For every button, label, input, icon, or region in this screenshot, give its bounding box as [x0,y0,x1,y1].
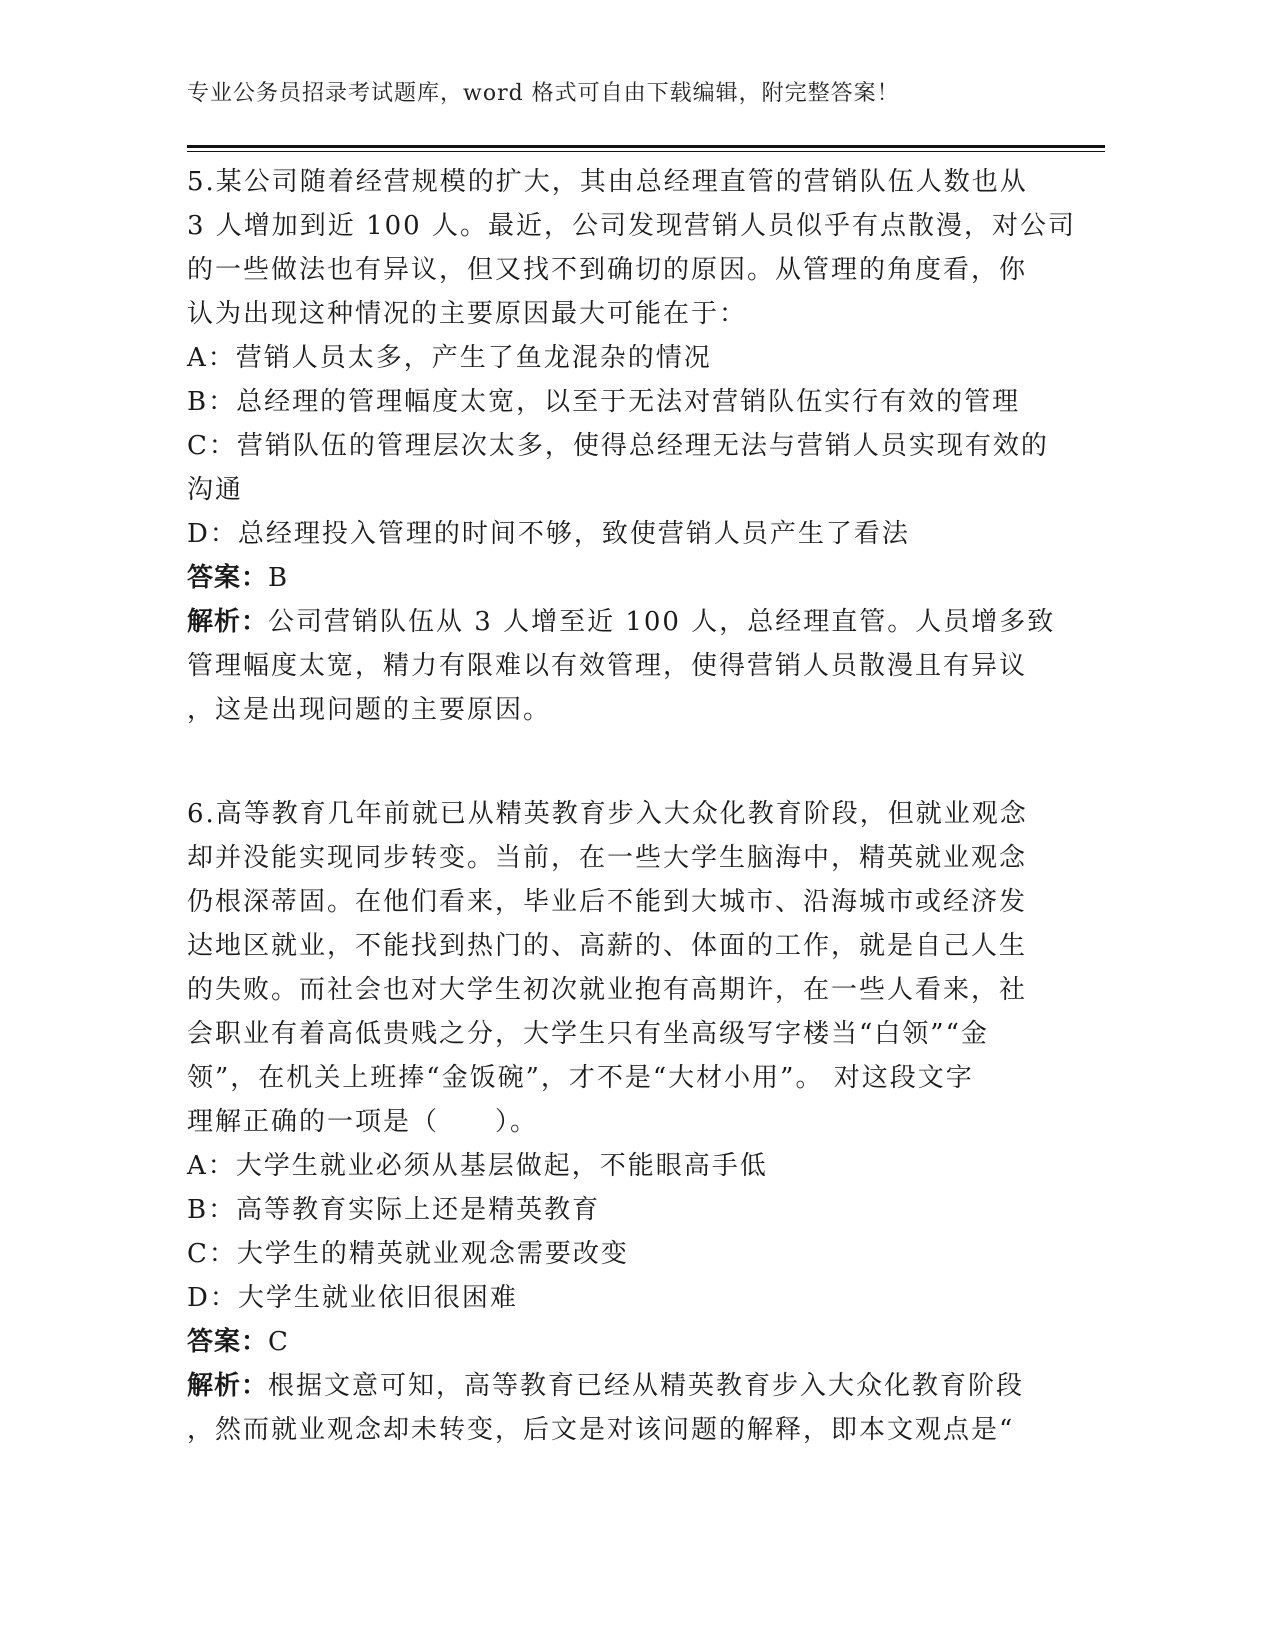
question-spacer [187,732,1047,792]
question-stem-line: 会职业有着高低贵贱之分，大学生只有坐高级写字楼当“白领”“金 [187,1019,989,1049]
question-stem-line: 3 人增加到近 100 人。最近，公司发现营销人员似乎有点散漫，对公司 [187,211,1076,241]
answer-label: 答案： [187,563,269,593]
question-5 [187,160,1076,732]
analysis-text: 根据文意可知，高等教育已经从精英教育步入大众化教育阶段 [268,1371,1025,1401]
option-c-continued: 沟通 [187,475,244,505]
analysis-label: 解析： [187,607,269,637]
question-stem-line: 却并没能实现同步转变。当前，在一些大学生脑海中，精英就业观念 [187,843,1028,873]
option-b: B：总经理的管理幅度太宽，以至于无法对营销队伍实行有效的管理 [187,387,1021,417]
answer-line [187,1320,1047,1364]
analysis-line [187,600,1056,644]
analysis-text: 公司营销队伍从 3 人增至近 100 人，总经理直管。人员增多致 [268,607,1056,637]
answer-value: B [268,563,290,593]
option-d: D：总经理投入管理的时间不够，致使营销人员产生了看法 [187,519,910,549]
analysis-line: ，然而就业观念却未转变，后文是对该问题的解释，即本文观点是“ [187,1415,1015,1445]
option-a: A：大学生就业必须从基层做起，不能眼高手低 [187,1151,768,1181]
document-body [187,160,1076,1452]
option-c: C：营销队伍的管理层次太多，使得总经理无法与营销人员实现有效的 [187,431,1049,461]
question-stem-line: 理解正确的一项是（ ）。 [187,1107,539,1137]
question-stem-line: 5.某公司随着经营规模的扩大，其由总经理直管的营销队伍人数也从 [187,167,1028,197]
answer-label: 答案： [187,1327,269,1357]
question-stem-line: 的失败。而社会也对大学生初次就业抱有高期许，在一些人看来，社 [187,975,1028,1005]
answer-line [187,556,1047,600]
analysis-label: 解析： [187,1371,269,1401]
question-stem-line: 6.高等教育几年前就已从精英教育步入大众化教育阶段，但就业观念 [187,799,1028,829]
option-b: B：高等教育实际上还是精英教育 [187,1195,601,1225]
question-stem-line: 认为出现这种情况的主要原因最大可能在于： [187,299,748,329]
header-rule-thin [187,151,1105,152]
analysis-line: 管理幅度太宽，精力有限难以有效管理，使得营销人员散漫且有异议 [187,651,1028,681]
option-c: C：大学生的精英就业观念需要改变 [187,1239,629,1269]
question-stem-line: 的一些做法也有异议，但又找不到确切的原因。从管理的角度看，你 [187,255,1028,285]
analysis-line [187,1364,1047,1408]
question-6 [187,792,1047,1452]
question-stem-line: 仍根深蒂固。在他们看来，毕业后不能到大城市、沿海城市或经济发 [187,887,1028,917]
analysis-line: ，这是出现问题的主要原因。 [187,695,552,725]
option-a: A：营销人员太多，产生了鱼龙混杂的情况 [187,343,712,373]
question-stem-line: 达地区就业，不能找到热门的、高薪的、体面的工作，就是自己人生 [187,931,1028,961]
header-rule-thick [187,145,1105,148]
option-d: D：大学生就业依旧很困难 [187,1283,518,1313]
answer-value: C [268,1327,290,1357]
page-header: 专业公务员招录考试题库，word 格式可自由下载编辑，附完整答案！ [187,81,900,106]
question-stem-line: 领”，在机关上班捧“金饭碗”，才不是“大材小用”。 对这段文字 [187,1063,974,1093]
